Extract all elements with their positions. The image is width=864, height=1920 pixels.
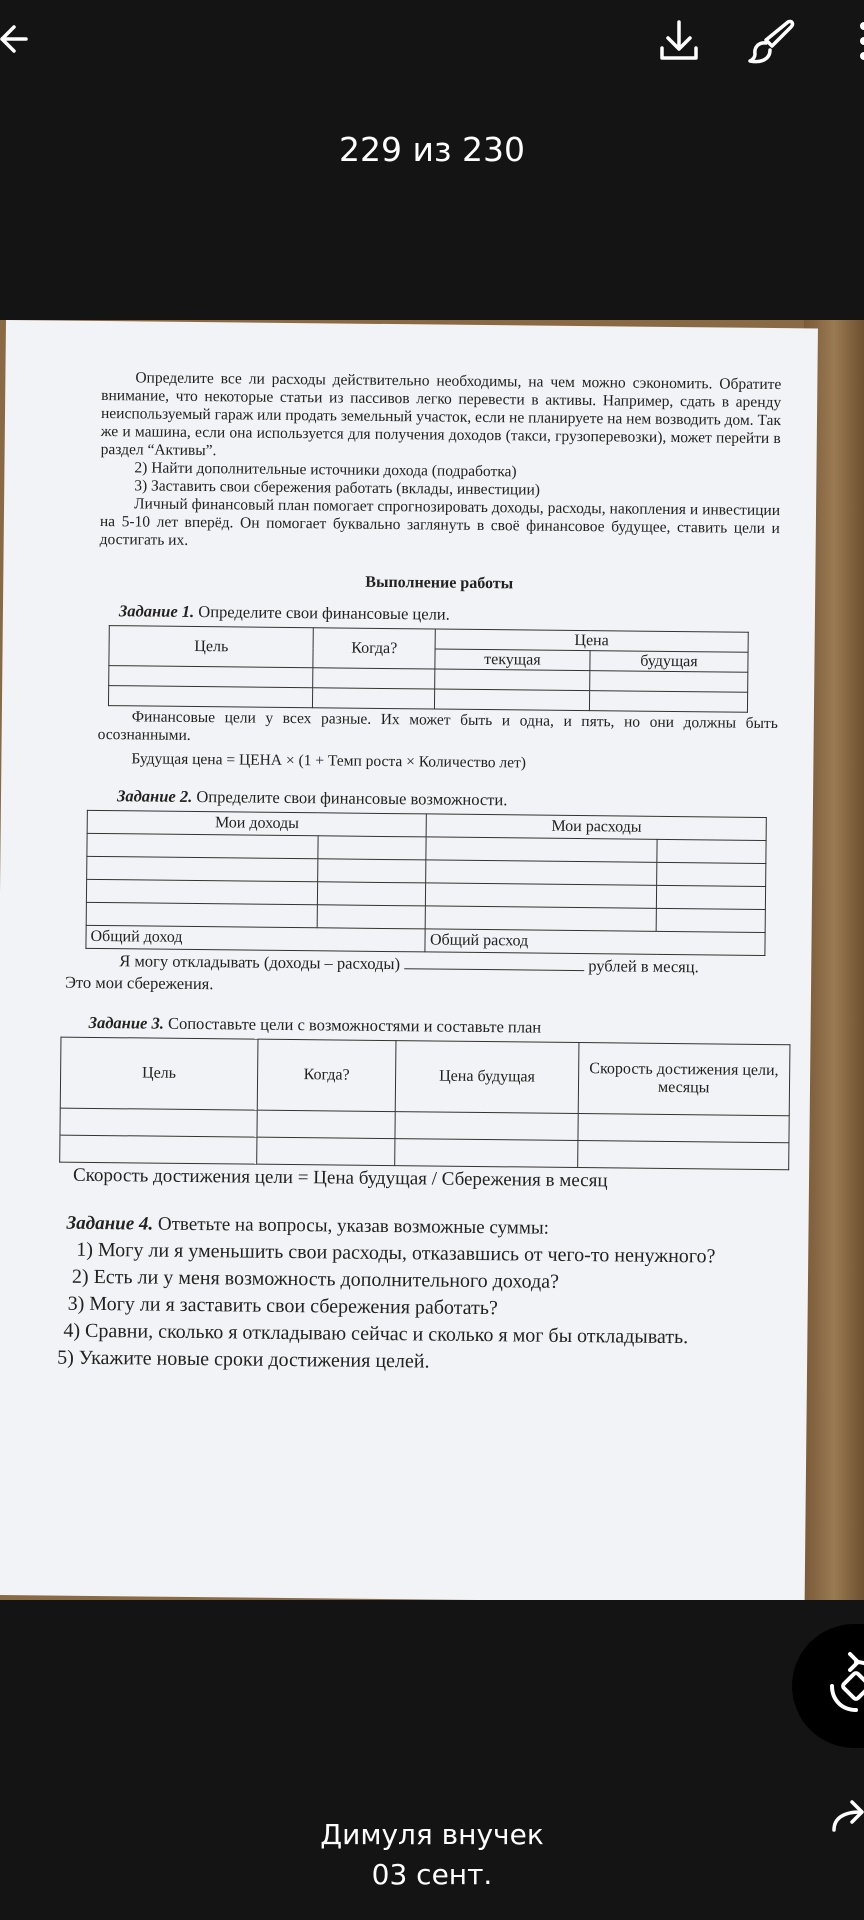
list-item: 2) Найти дополнительные источники дохода (подработка) [134, 459, 517, 481]
share-button[interactable] [830, 1790, 864, 1840]
task-text: Определите свои финансовые возможности. [196, 787, 508, 810]
question-item: 5) Укажите новые сроки достижения целей. [57, 1346, 430, 1373]
column-header: Мои расходы [427, 814, 767, 841]
task-text: Ответьте на вопросы, указав возможные суммы: [157, 1213, 550, 1239]
column-header: Цена будущая [396, 1041, 579, 1114]
task-label: Задание 2. [116, 786, 193, 806]
column-header: Цена [435, 629, 748, 652]
question-item: 2) Есть ли у меня возможность дополнительного дохода? [71, 1265, 560, 1293]
download-icon [654, 16, 704, 66]
bottom-bar [0, 1600, 864, 1920]
column-header: Скорость достижения цели, месяцы [578, 1043, 790, 1116]
plan-paragraph: Личный финансовый план помогает спрогнозировать доходы, расходы, накопления и инвестиции на 5-10 лет вперёд. Он помогает буквально заглянуть в своё финансовое будущее, ставить цели и достигать их. [99, 495, 781, 549]
document-page [0, 320, 818, 1600]
task-text: Сопоставьте цели с возможностями и составьте план [167, 1013, 542, 1037]
blank-line [404, 968, 584, 971]
budget-table [85, 810, 766, 956]
back-button[interactable] [0, 14, 40, 64]
brush-icon [744, 14, 798, 68]
plan-table [59, 1037, 790, 1171]
download-button[interactable] [652, 14, 706, 68]
document-content [57, 369, 782, 1381]
formula: Будущая цена = ЦЕНА × (1 + Темп роста × Количество лет) [131, 750, 527, 772]
task-label: Задание 3. [88, 1012, 164, 1033]
total-expense-label: Общий расход [425, 929, 765, 956]
task-1-title [119, 601, 779, 628]
photo-view[interactable] [0, 320, 864, 1600]
formula: Скорость достижения цели = Цена будущая / Сбережения в месяц [72, 1164, 608, 1192]
savings-line-2: Это мои сбережения. [64, 972, 214, 994]
photo-date: 03 сент. [371, 1858, 493, 1891]
task-label: Задание 1. [118, 601, 195, 621]
intro-paragraph: Определите все ли расходы действительно необходимы, на чем можно сэкономить. Обратите внимание, что некоторые статьи из пассивов легко перевести в активы. Например, сдать в аренду неиспользуемый гараж или продать земельный участок, если не планируете на нем возводить дом. Так же и машина, если она используется для получения доходов (такси, грузоперевозки), может перейти в раздел “Активы”. [100, 369, 782, 460]
task-label: Задание 4. [66, 1212, 154, 1235]
column-header: Цель [109, 626, 314, 668]
note-paragraph: Финансовые цели у всех разные. Их может быть и одна, и пять, но они должны быть осознанными. [97, 708, 778, 744]
share-icon [830, 1790, 864, 1840]
task-4-title [66, 1213, 772, 1242]
top-bar [0, 0, 864, 320]
edit-button[interactable] [742, 12, 800, 70]
column-header: текущая [435, 649, 590, 671]
more-icon [850, 16, 864, 66]
total-income-label: Общий доход [86, 925, 426, 952]
question-item: 1) Могу ли я уменьшить свои расходы, отказавшись от чего-то ненужного? [76, 1238, 716, 1268]
savings-text: Я могу откладывать (доходы – расходы) [119, 951, 401, 974]
savings-unit: рублей в месяц. [588, 956, 699, 977]
question-item: 3) Могу ли я заставить свои сбережения работать? [67, 1292, 498, 1320]
rotate-icon [820, 1650, 864, 1722]
task-text: Определите свои финансовые цели. [198, 602, 450, 624]
photo-counter: 229 из 230 [339, 130, 525, 169]
column-header: Цель [60, 1037, 258, 1110]
column-header: Когда? [257, 1039, 396, 1111]
column-header: будущая [590, 651, 748, 673]
column-header: Когда? [313, 628, 435, 669]
section-heading: Выполнение работы [365, 573, 514, 593]
task-2-title [117, 786, 777, 813]
question-item: 4) Сравни, сколько я откладываю сейчас и сколько я мог бы откладывать. [63, 1319, 689, 1349]
goals-table [108, 625, 749, 713]
more-button[interactable] [850, 16, 864, 66]
column-header: Мои доходы [87, 810, 427, 837]
list-item: 3) Заставить свои сбережения работать (вклады, инвестиции) [134, 477, 541, 499]
author-name: Димуля внучек [320, 1818, 544, 1851]
task-3-title [89, 1013, 775, 1040]
arrow-left-icon [0, 19, 40, 59]
